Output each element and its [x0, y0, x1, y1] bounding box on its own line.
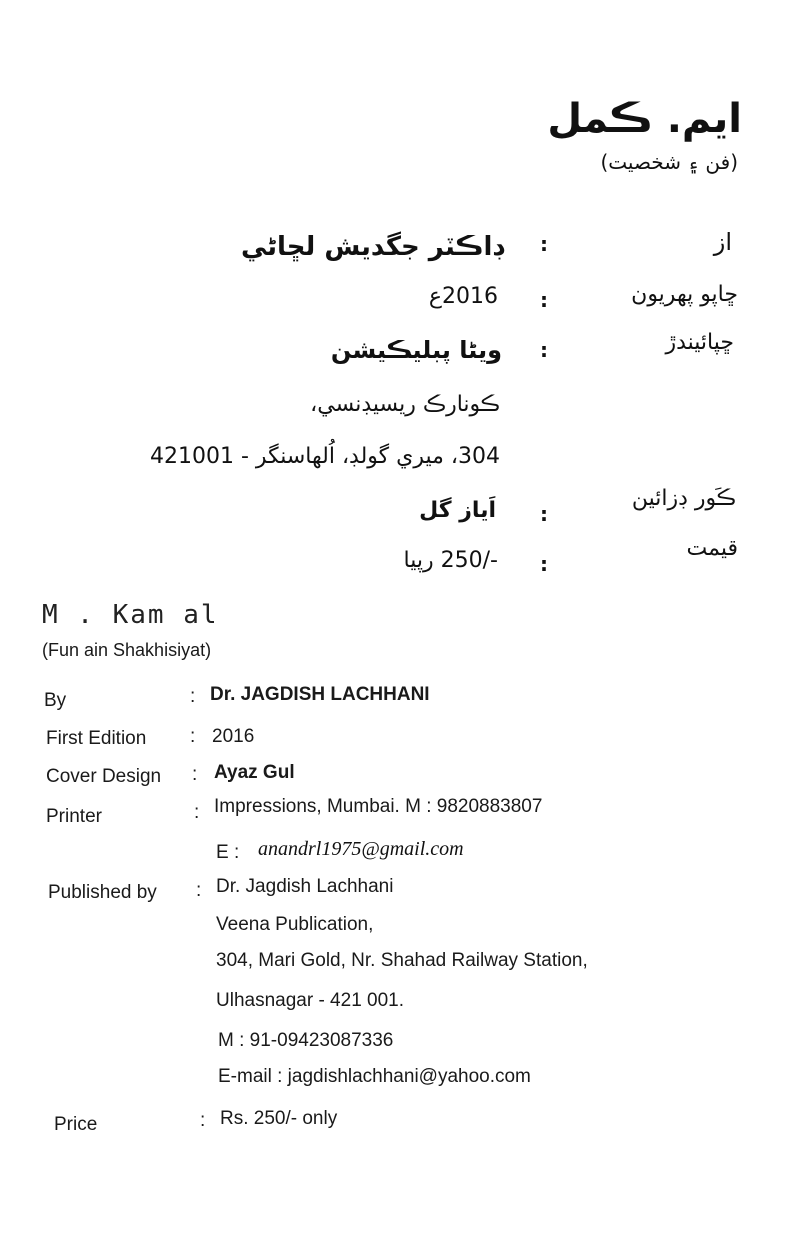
- english-label-first-edition: First Edition: [46, 728, 147, 749]
- english-value-by: Dr. JAGDISH LACHHANI: [210, 684, 430, 705]
- english-value-first-edition: 2016: [212, 726, 255, 747]
- english-label-price: Price: [54, 1114, 98, 1135]
- sindhi-colon-author: :: [540, 232, 548, 256]
- sindhi-colon-price: :: [540, 552, 548, 576]
- sindhi-title: ايم. ڪمل: [547, 96, 742, 142]
- english-label-cover-design: Cover Design: [46, 766, 162, 787]
- sindhi-label-price: قيمت: [686, 536, 738, 561]
- english-value-printer: Impressions, Mumbai. M : 9820883807: [214, 796, 543, 817]
- english-publisher-line-3: Ulhasnagar - 421 001.: [216, 990, 405, 1011]
- english-printer-email: anandrl1975@gmail.com: [258, 838, 464, 860]
- sindhi-subtitle: (فن ۽ شخصيت): [600, 150, 738, 174]
- sindhi-value-first-print: 2016ع: [428, 284, 498, 309]
- english-colon-published-by: :: [196, 880, 202, 901]
- english-colon-first-edition: :: [190, 726, 196, 747]
- sindhi-label-first-print: ڇاپو پهريون: [631, 282, 738, 307]
- sindhi-colon-publisher: :: [540, 338, 548, 362]
- sindhi-address-line-2: 304، ميري گولڊ، اُلهاسنگر - 421001: [150, 444, 500, 469]
- sindhi-colon-cover-design: :: [540, 502, 548, 526]
- english-subtitle: (Fun ain Shakhisiyat): [42, 640, 212, 660]
- english-publisher-line-1: Veena Publication,: [216, 914, 374, 935]
- english-printer-email-prefix: E :: [216, 842, 240, 863]
- english-publisher-line-5: E-mail : jagdishlachhani@yahoo.com: [218, 1066, 531, 1087]
- sindhi-colon-first-print: :: [540, 288, 548, 312]
- english-title: M . Kam al: [42, 600, 219, 630]
- english-label-by: By: [44, 690, 67, 711]
- sindhi-value-author: ڊاڪٽر جگديش لڇاڻي: [240, 232, 504, 262]
- english-label-published-by: Published by: [48, 882, 157, 903]
- english-publisher-line-4: M : 91-09423087336: [218, 1030, 394, 1051]
- sindhi-value-price: -/250 رپيا: [403, 548, 498, 573]
- english-publisher-line-2: 304, Mari Gold, Nr. Shahad Railway Station,: [216, 950, 588, 971]
- sindhi-value-publisher: ويڻا پبليڪيشن: [330, 336, 502, 364]
- english-label-printer: Printer: [46, 806, 102, 827]
- english-colon-cover-design: :: [192, 764, 198, 785]
- sindhi-value-cover-design: اَياز گل: [419, 498, 496, 523]
- sindhi-label-cover-design: ڪَور ڊزائين: [631, 486, 736, 511]
- english-value-published-by: Dr. Jagdish Lachhani: [216, 876, 394, 897]
- english-colon-by: :: [190, 686, 196, 707]
- sindhi-label-publisher: ڇپائيندڙ: [665, 330, 734, 355]
- english-colon-printer: :: [194, 802, 200, 823]
- english-colon-price: :: [200, 1110, 206, 1131]
- sindhi-address-line-1: ڪونارڪ ريسيڊنسي،: [310, 392, 500, 417]
- english-value-cover-design: Ayaz Gul: [214, 762, 295, 783]
- english-value-price: Rs. 250/- only: [220, 1108, 338, 1129]
- sindhi-label-author: از: [713, 228, 732, 256]
